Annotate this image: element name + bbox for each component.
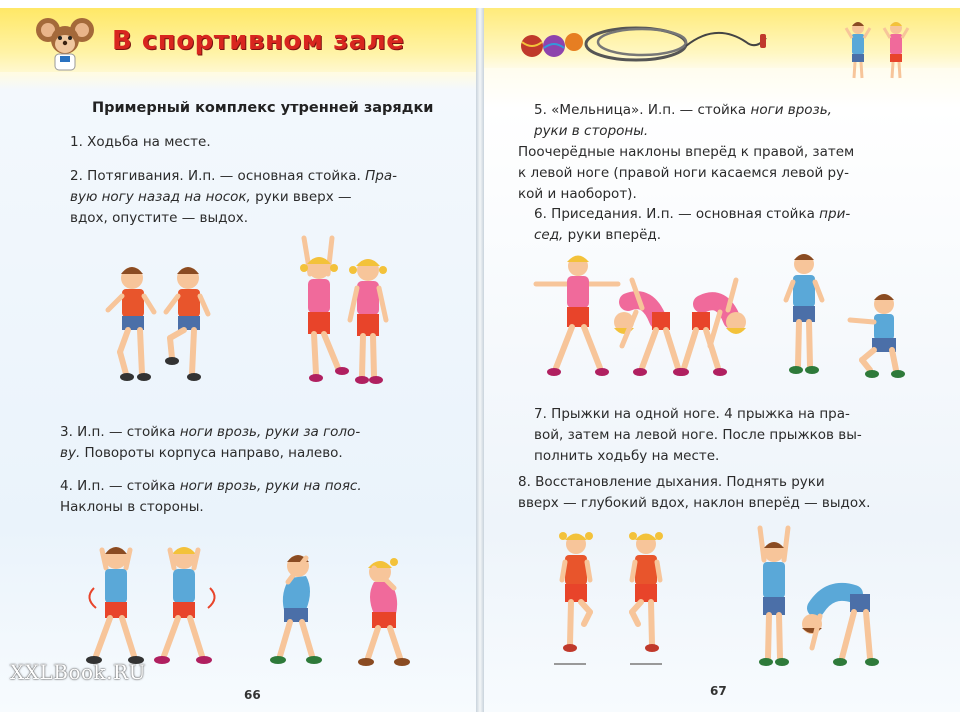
boy-torso-turn-figure (86, 547, 144, 664)
cheburashka-mascot-icon (34, 14, 96, 76)
exercise-3-text (60, 422, 460, 464)
text-line (534, 404, 934, 425)
italic-text-run: при- (819, 206, 851, 222)
exercise-8-text (518, 472, 934, 514)
chapter-title: В спортивном зале (112, 26, 405, 56)
boy-squat-figure (850, 294, 905, 378)
text-line (534, 121, 934, 142)
text-run: 5. «Мельница». И.п. — стойка (534, 102, 751, 118)
boy-bending-forward-figure (802, 592, 879, 666)
italic-text-run: ноги врозь, руки на пояс. (179, 478, 362, 494)
italic-text-run: Пра- (365, 168, 397, 184)
text-line (60, 497, 460, 518)
italic-text-run: руки в стороны. (534, 123, 649, 139)
page-number-right: 67 (710, 684, 727, 698)
boy-walking-figure (108, 267, 154, 381)
girl-hopping-figure-2 (629, 532, 663, 664)
text-line (60, 476, 460, 497)
watermark-logo: XXLBook.RU (10, 660, 146, 684)
text-run: к левой ноге (правой ноги касаемся левой ру- (518, 165, 849, 181)
exercise-6-text (534, 204, 934, 246)
boy-arms-up-figure (759, 528, 789, 666)
text-run: 3. И.п. — стойка (60, 424, 180, 440)
text-line (518, 184, 934, 205)
text-run: 4. И.п. — стойка (60, 478, 180, 494)
text-run: Повороты корпуса направо, налево. (80, 445, 343, 461)
exercise-5-6-illustration (532, 250, 922, 390)
girl-hopping-figure-1 (554, 532, 593, 664)
text-run: полнить ходьбу на месте. (534, 448, 720, 464)
left-page (0, 8, 476, 712)
book-gutter (476, 8, 484, 712)
exercise-2-illustration (96, 234, 406, 394)
girl-windmill-figure (536, 256, 618, 377)
boy-side-bend-figure (270, 555, 322, 664)
text-line (518, 163, 934, 184)
exercise-complex-heading: Примерный комплекс утренней зарядки (92, 100, 434, 116)
exercise-4-text (60, 476, 460, 518)
exercise-7-8-illustration (554, 524, 894, 674)
text-line (534, 204, 934, 225)
italic-text-run: ноги врозь, руки за голо- (179, 424, 361, 440)
text-run: вой, затем на левой ноге. После прыжков вы- (534, 427, 862, 443)
text-line (534, 425, 934, 446)
italic-text-run: сед, (534, 227, 564, 243)
text-run: Поочерёдные наклоны вперёд к правой, затем (518, 144, 855, 160)
right-page (484, 8, 960, 712)
girl-standing-figure (349, 259, 387, 384)
boy-squat-start-figure (786, 254, 822, 374)
text-line (518, 472, 934, 493)
text-run: вверх — глубокий вдох, наклон вперёд — выдох. (518, 495, 871, 511)
girl-side-bend-figure (358, 558, 410, 666)
italic-text-run: ноги врозь, (750, 102, 832, 118)
text-line (534, 100, 934, 121)
girl-bending-figure-1 (614, 280, 687, 376)
text-run: 6. Приседания. И.п. — основная стойка (534, 206, 820, 222)
text-line (534, 225, 934, 246)
text-run: 8. Восстановление дыхания. Поднять руки (518, 474, 825, 490)
sports-equipment-icon (516, 16, 776, 72)
exercise-2-text (70, 166, 450, 229)
boy-knee-raise-figure (165, 267, 208, 381)
italic-text-run: вую ногу назад на носок, (70, 189, 251, 205)
text-line (70, 208, 450, 229)
text-run: кой и наоборот). (518, 186, 637, 202)
text-line (518, 493, 934, 514)
text-line (60, 422, 460, 443)
girl-torso-turn-figure (154, 547, 215, 664)
italic-text-run: ву. (60, 445, 81, 461)
exercise-1-text: 1. Ходьба на месте. (70, 134, 211, 150)
girl-stretching-figure (300, 238, 349, 382)
page-number-left: 66 (244, 688, 261, 702)
exercise-5-description (518, 142, 934, 205)
girl-bending-figure-2 (675, 280, 746, 376)
text-run: руки вперёд. (563, 227, 662, 243)
text-line (518, 142, 934, 163)
text-run: руки вверх — (250, 189, 352, 205)
text-line (70, 187, 450, 208)
text-line (60, 443, 460, 464)
exercise-5-text (534, 100, 934, 142)
text-run: вдох, опустите — выдох. (70, 210, 248, 226)
exercise-7-text (534, 404, 934, 467)
header-kids-icon (840, 14, 920, 84)
text-run: 2. Потягивания. И.п. — основная стойка. (70, 168, 366, 184)
text-line (534, 446, 934, 467)
text-line (70, 166, 450, 187)
text-run: 7. Прыжки на одной ноге. 4 прыжка на пра- (534, 406, 850, 422)
text-run: Наклоны в стороны. (60, 499, 204, 515)
